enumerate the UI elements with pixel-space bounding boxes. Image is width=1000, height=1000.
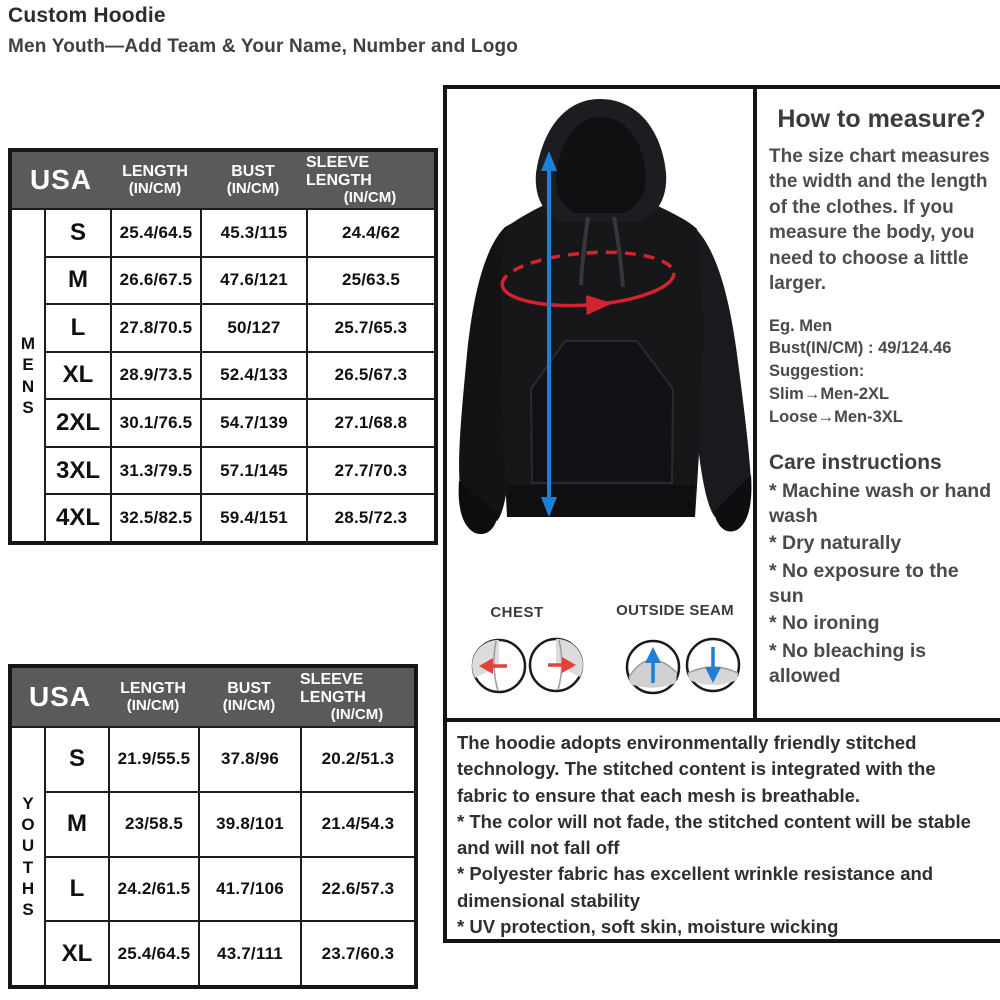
how-to-measure-body: The size chart measures the width and the length of the clothes. If you measure the body, you need to choose a little larger. [769,146,990,295]
table-cell: 37.8/96 [198,726,300,791]
table-cell: 27.7/70.3 [306,446,434,494]
table-cell: S [44,208,110,256]
table-cell: 28.9/73.5 [110,351,200,399]
table-cell: 45.3/115 [200,208,306,256]
mens-header-usa: USA [12,152,110,208]
table-cell: 47.6/121 [200,256,306,304]
table-cell: 23.7/60.3 [300,920,414,985]
table-cell: 43.7/111 [198,920,300,985]
mens-header-length: LENGTH (IN/CM) [110,152,200,208]
fabric-note-item: * Polyester fabric has excellent wrinkle resistance and dimensional stability [457,863,934,911]
table-cell: XL [44,351,110,399]
table-cell: L [44,856,108,921]
table-cell: 20.2/51.3 [300,726,414,791]
seam-measure-down-icon [687,639,739,691]
table-cell: 32.5/82.5 [110,493,200,541]
table-cell: 30.1/76.5 [110,398,200,446]
table-cell: 25.7/65.3 [306,303,434,351]
example-line: Eg. Men [769,316,833,335]
table-cell: 24.2/61.5 [108,856,198,921]
fabric-note-item: * UV protection, soft skin, moisture wicking [457,915,839,937]
table-cell: 4XL [44,493,110,541]
page-subtitle: Men Youth—Add Team & Your Name, Number and Logo [8,36,519,57]
table-cell: 57.1/145 [200,446,306,494]
table-cell: 25.4/64.5 [108,920,198,985]
hoodie-measure-figure [447,89,753,718]
table-cell: L [44,303,110,351]
how-to-measure-panel [753,85,1000,718]
care-item: * Machine wash or hand wash [769,479,992,527]
table-cell: 41.7/106 [198,856,300,921]
table-cell: 21.9/55.5 [108,726,198,791]
table-cell: 3XL [44,446,110,494]
fabric-notes-box [443,718,1000,943]
hoodie-pocket [531,341,673,483]
sizing-example-block [769,315,994,429]
mens-header-bust: BUST (IN/CM) [200,152,306,208]
youths-header-sleeve: SLEEVE LENGTH (IN/CM) [300,668,414,726]
fabric-notes-intro: The hoodie adopts environmentally friendly stitched technology. The stitched content is integrated with the fabric to ensure that each mesh is breathable. [457,732,936,806]
youths-header-bust: BUST (IN/CM) [198,668,300,726]
example-line: Loose→Men-3XL [769,407,903,426]
chest-measure-left-icon [472,640,525,692]
table-cell: 54.7/139 [200,398,306,446]
table-cell: XL [44,920,108,985]
table-cell: 27.1/68.8 [306,398,434,446]
hoodie-hem [507,485,695,517]
seam-measure-up-icon [627,641,679,693]
table-cell: 22.6/57.3 [300,856,414,921]
table-cell: 28.5/72.3 [306,493,434,541]
chest-measure-right-icon [530,639,583,691]
table-cell: 26.5/67.3 [306,351,434,399]
youths-group-label: YOUTHS [12,726,44,985]
example-line: Suggestion: [769,362,865,381]
hoodie-image [459,99,752,534]
table-cell: M [44,791,108,856]
example-line: Slim→Men-2XL [769,385,890,404]
mens-size-table [8,148,438,545]
table-cell: S [44,726,108,791]
table-cell: M [44,256,110,304]
table-cell: 2XL [44,398,110,446]
youths-header-length: LENGTH (IN/CM) [108,668,198,726]
table-cell: 26.6/67.5 [110,256,200,304]
fabric-note-item: * The color will not fade, the stitched content will be stable and will not fall off [457,810,971,859]
table-cell: 27.8/70.5 [110,303,200,351]
table-cell: 39.8/101 [198,791,300,856]
how-to-measure-heading: How to measure? [777,105,986,133]
table-cell: 24.4/62 [306,208,434,256]
table-cell: 52.4/133 [200,351,306,399]
outside-seam-label: OUTSIDE SEAM [616,602,734,619]
table-cell: 25.4/64.5 [110,208,200,256]
youths-header-usa: USA [12,668,108,726]
youths-size-table [8,664,418,989]
table-cell: 25/63.5 [306,256,434,304]
mens-header-sleeve: SLEEVE LENGTH (IN/CM) [306,152,434,208]
table-cell: 59.4/151 [200,493,306,541]
table-cell: 50/127 [200,303,306,351]
table-cell: 31.3/79.5 [110,446,200,494]
mens-group-label: MENS [12,208,44,541]
hoodie-figure-panel [443,85,753,718]
care-item: * No ironing [769,612,880,635]
care-item: * Dry naturally [769,532,902,555]
care-instructions-heading: Care instructions [769,450,942,474]
care-item: * No exposure to the sun [769,559,959,607]
page-title: Custom Hoodie [8,4,166,27]
example-line: Bust(IN/CM) : 49/124.46 [769,339,952,358]
chest-label: CHEST [490,604,544,621]
care-item: * No bleaching is allowed [769,639,927,687]
table-cell: 21.4/54.3 [300,791,414,856]
table-cell: 23/58.5 [108,791,198,856]
